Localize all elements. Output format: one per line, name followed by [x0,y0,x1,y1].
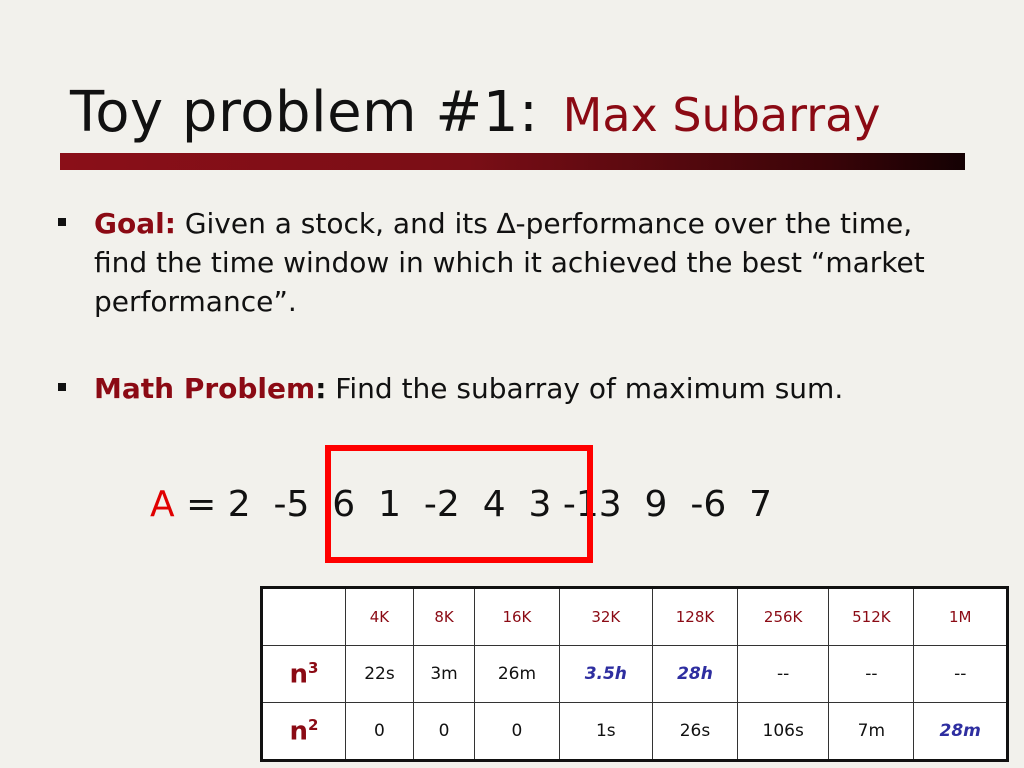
table-cell: 26s [652,703,737,761]
bullet-math-text [94,369,948,408]
array-value: -13 [562,484,622,525]
array-value: 9 [644,484,668,525]
table-cell: 22s [346,646,414,703]
table-cell: 3m [413,646,474,703]
array-equals: = [174,484,228,525]
bullet-math-label: Math Problem [94,372,316,405]
table-row [262,646,1008,703]
bullet-goal-label: Goal: [94,207,176,240]
row-label-base: n [289,716,309,747]
table-header-cell: 4K [346,588,414,646]
table-header-cell: 256K [738,588,829,646]
bullet-square-icon [58,383,66,391]
table-cell: -- [914,646,1008,703]
row-label-base: n [289,659,309,690]
bullet-goal-text [94,204,948,321]
table-cell-emphasized: 28m [914,703,1008,761]
table-header-cell: 128K [652,588,737,646]
table-cell: 0 [413,703,474,761]
table-cell-emphasized: 3.5h [559,646,652,703]
array-value: -2 [423,484,460,525]
max-subarray-highlight [325,445,593,563]
table-corner-cell [262,588,346,646]
table-cell: -- [829,646,914,703]
row-label-n-squared [262,703,346,761]
slide-title [70,80,881,145]
table-header-cell: 32K [559,588,652,646]
row-label-n-cubed [262,646,346,703]
bullet-math-problem [58,369,948,408]
bullet-math-body: Find the subarray of maximum sum. [326,372,844,405]
bullet-goal [58,204,948,321]
table-cell: 1s [559,703,652,761]
table-cell: 7m [829,703,914,761]
table-header-cell: 512K [829,588,914,646]
array-name: A [150,484,175,525]
bullet-math-label-colon: : [315,372,327,405]
row-label-exponent: 2 [308,715,319,734]
table-header-cell: 16K [475,588,560,646]
table-header-cell: 8K [413,588,474,646]
table-cell-emphasized: 28h [652,646,737,703]
array-value: 4 [482,484,506,525]
table-cell: 0 [475,703,560,761]
array-value: 1 [378,484,401,525]
table-cell: 0 [346,703,414,761]
table-row [262,703,1008,761]
table-header-cell: 1M [914,588,1008,646]
row-label-exponent: 3 [308,658,319,677]
title-main: Toy problem #1: [70,80,557,145]
table-header-row [262,588,1008,646]
title-divider [60,153,965,170]
timing-table [260,586,1009,762]
array-value: 7 [749,484,773,525]
title-accent: Max Subarray [562,88,881,142]
array-value: -6 [690,484,727,525]
array-value: -5 [273,484,310,525]
array-value: 2 [227,484,251,525]
bullet-goal-body: Given a stock, and its ∆-performance over the time, find the time window in which it achieved the best “market performance”. [94,207,925,318]
array-value: 3 [528,484,552,525]
bullet-square-icon [58,218,66,226]
array-value: 6 [332,484,356,525]
table-cell: 26m [475,646,560,703]
table-cell: 106s [738,703,829,761]
table-cell: -- [738,646,829,703]
